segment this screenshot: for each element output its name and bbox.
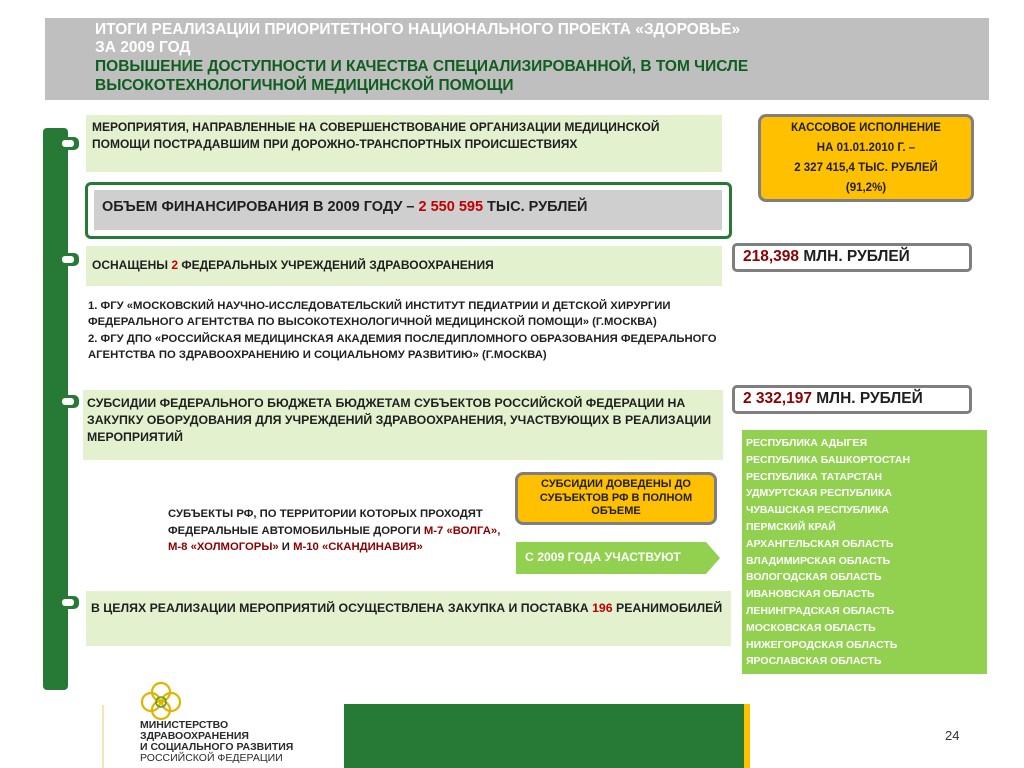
reanim-suffix: РЕАНИМОБИЛЕЙ	[612, 601, 723, 615]
region-item: ПЕРМСКИЙ КРАЙ	[746, 520, 836, 533]
region-item: НИЖЕГОРОДСКАЯ ОБЛАСТЬ	[746, 638, 898, 651]
region-item: АРХАНГЕЛЬСКАЯ ОБЛАСТЬ	[746, 537, 894, 550]
institutions-list	[88, 298, 733, 364]
region-item: РЕСПУБЛИКА БАШКОРТОСТАН	[746, 453, 911, 466]
page-number: 24	[945, 728, 960, 743]
funding-suffix: ТЫС. РУБЛЕЙ	[483, 199, 588, 215]
region-item: ВЛАДИМИРСКАЯ ОБЛАСТЬ	[746, 554, 891, 567]
sum-box-1	[732, 243, 972, 272]
cash-percent: (91,2%)	[845, 182, 887, 194]
equipped-box	[86, 246, 722, 286]
cash-amount: 2 327 415,4	[794, 162, 855, 174]
subjects-roads: М-7 «ВОЛГА», М-8 «ХОЛМОГОРЫ»	[168, 524, 501, 553]
sum2-amount: 2 332,197	[743, 390, 812, 407]
reanim-count: 196	[592, 601, 613, 615]
region-item: ИВАНОВСКАЯ ОБЛАСТЬ	[746, 588, 875, 601]
sum1-amount: 218,398	[743, 248, 800, 265]
subsidies-box	[83, 390, 723, 460]
since-2009-arrow	[516, 542, 720, 574]
subsidies-done-text: СУБСИДИИ ДОВЕДЕНЫ ДО СУБЪЕКТОВ РФ В ПОЛНОМ ОБЪЕМЕ	[539, 478, 693, 517]
subsidies-done-box	[515, 472, 717, 525]
sum2-unit: МЛН. РУБЛЕЙ	[811, 390, 923, 407]
ministry-name	[140, 720, 293, 764]
header-line-1: ИТОГИ РЕАЛИЗАЦИИ ПРИОРИТЕТНОГО НАЦИОНАЛЬНОГО ПРОЕКТА «ЗДОРОВЬЕ»	[95, 21, 741, 38]
region-item: ВОЛОГОДСКАЯ ОБЛАСТЬ	[746, 571, 882, 584]
region-item: ЯРОСЛАВСКАЯ ОБЛАСТЬ	[746, 655, 882, 668]
sum-box-2	[732, 385, 972, 414]
cash-unit: ТЫС. РУБЛЕЙ	[854, 162, 938, 174]
header-line-3: ПОВЫШЕНИЕ ДОСТУПНОСТИ И КАЧЕСТВА СПЕЦИАЛИЗИРОВАННОЙ, В ТОМ ЧИСЛЕ	[95, 58, 749, 75]
regions-list	[742, 430, 987, 674]
region-item: МОСКОВСКАЯ ОБЛАСТЬ	[746, 621, 876, 634]
cash-execution-box	[758, 114, 974, 202]
reanim-prefix: В ЦЕЛЯХ РЕАЛИЗАЦИИ МЕРОПРИЯТИЙ ОСУЩЕСТВЛЕНА ЗАКУПКА И ПОСТАВКА	[91, 601, 593, 615]
header-line-2: ЗА 2009 ГОД	[95, 39, 191, 56]
ministry-line-4: РОССИЙСКОЙ ФЕДЕРАЦИИ	[140, 752, 283, 764]
ministry-line-2: ЗДРАВООХРАНЕНИЯ	[140, 730, 249, 742]
equipped-suffix: ФЕДЕРАЛЬНЫХ УЧРЕЖДЕНИЙ ЗДРАВООХРАНЕНИЯ	[178, 258, 494, 272]
funding-prefix: ОБЪЕМ ФИНАНСИРОВАНИЯ В 2009 ГОДУ –	[102, 199, 419, 215]
footer-green-band	[344, 704, 744, 768]
cash-line-2: НА 01.01.2010 Г. –	[816, 142, 916, 154]
slide-header	[45, 18, 989, 100]
reanimobiles-box	[86, 591, 731, 646]
funding-box	[94, 190, 722, 230]
subjects-text: СУБЪЕКТЫ РФ, ПО ТЕРРИТОРИИ КОТОРЫХ ПРОХОДЯТ ФЕДЕРАЛЬНЫЕ АВТОМОБИЛЬНЫЕ ДОРОГИ	[168, 508, 483, 537]
header-line-4: ВЫСОКОТЕХНОЛОГИЧНОЙ МЕДИЦИНСКОЙ ПОМОЩИ	[95, 77, 514, 94]
subjects-and: И	[278, 541, 294, 553]
sum1-unit: МЛН. РУБЛЕЙ	[799, 248, 910, 265]
funding-amount: 2 550 595	[418, 199, 484, 215]
institution-item: 1. ФГУ «МОСКОВСКИЙ НАУЧНО-ИССЛЕДОВАТЕЛЬСКИЙ ИНСТИТУТ ПЕДИАТРИИ И ДЕТСКОЙ ХИРУРГИИ ФЕДЕРАЛЬНОГО АГЕНТСТВА ПО ВЫСОКОТЕХНОЛОГИЧНОЙ МЕДИЦИНСКОЙ ПОМОЩИ» (Г.МОСКВА)	[88, 300, 671, 328]
footer-divider	[102, 705, 104, 768]
region-item: РЕСПУБЛИКА АДЫГЕЯ	[746, 437, 868, 449]
region-item: ЛЕНИНГРАДСКАЯ ОБЛАСТЬ	[746, 604, 895, 617]
equipped-prefix: ОСНАЩЕНЫ	[92, 258, 172, 272]
footer-yellow-band	[744, 704, 750, 768]
measures-text: МЕРОПРИЯТИЯ, НАПРАВЛЕННЫЕ НА СОВЕРШЕНСТВОВАНИЕ ОРГАНИЗАЦИИ МЕДИЦИНСКОЙ ПОМОЩИ ПОСТРАДАВШИМ ПРИ ДОРОЖНО-ТРАНСПОРТНЫХ ПРОИСШЕСТВИЯХ	[92, 120, 660, 151]
timeline-marker-icon	[57, 253, 79, 266]
region-item: РЕСПУБЛИКА ТАТАРСТАН	[746, 470, 882, 483]
since-2009-text: С 2009 ГОДА УЧАСТВУЮТ	[525, 550, 681, 564]
ministry-line-3: И СОЦИАЛЬНОГО РАЗВИТИЯ	[140, 741, 294, 753]
measures-box	[86, 115, 722, 172]
subjects-text-block	[168, 506, 508, 556]
region-item: ЧУВАШСКАЯ РЕСПУБЛИКА	[746, 504, 890, 517]
timeline-marker-icon	[57, 137, 79, 150]
ministry-line-1: МИНИСТЕРСТВО	[140, 719, 229, 731]
subjects-road-3: М-10 «СКАНДИНАВИЯ»	[293, 541, 423, 553]
cash-line-1: КАССОВОЕ ИСПОЛНЕНИЕ	[791, 122, 941, 134]
subsidies-text: СУБСИДИИ ФЕДЕРАЛЬНОГО БЮДЖЕТА БЮДЖЕТАМ СУБЪЕКТОВ РОССИЙСКОЙ ФЕДЕРАЦИИ НА ЗАКУПКУ ОБОРУДОВАНИЯ ДЛЯ УЧРЕЖДЕНИЙ ЗДРАВООХРАНЕНИЯ, УЧАСТВУЮЩИХ В РЕАЛИЗАЦИИ МЕРОПРИЯТИЙ	[87, 396, 712, 444]
equipped-count: 2	[171, 258, 178, 272]
timeline-marker-icon	[57, 395, 79, 408]
timeline-marker-icon	[57, 596, 79, 609]
institution-item: 2. ФГУ ДПО «РОССИЙСКАЯ МЕДИЦИНСКАЯ АКАДЕМИЯ ПОСЛЕДИПЛОМНОГО ОБРАЗОВАНИЯ ФЕДЕРАЛЬНОГО АГЕНТСТВА ПО ЗДРАВООХРАНЕНИЮ И СОЦИАЛЬНОМУ РАЗВИТИЮ» (Г.МОСКВА)	[88, 333, 717, 361]
region-item: УДМУРТСКАЯ РЕСПУБЛИКА	[746, 487, 892, 500]
